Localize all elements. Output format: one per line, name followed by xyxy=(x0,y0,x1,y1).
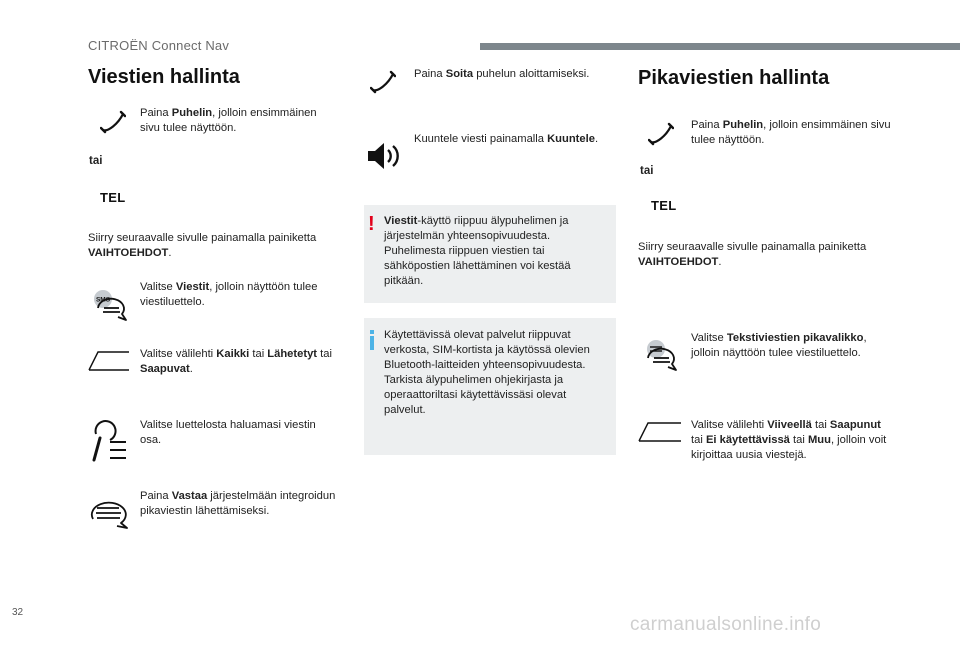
step-reply: Paina Vastaa järjestelmään integroidun pikaviestin lähettämiseksi. xyxy=(140,490,336,517)
sms-badge: SMS xyxy=(95,296,111,304)
header-bar xyxy=(480,43,960,50)
step-quick-menu: Valitse Tekstiviestien pikavalikko, jolloin näyttöön tulee viestiluettelo. xyxy=(691,332,867,359)
tel-key: TEL xyxy=(100,190,126,205)
quick-message-icon xyxy=(88,497,130,529)
info-icon-dot xyxy=(370,330,374,334)
or-label: tai xyxy=(640,165,654,177)
step-messages: Valitse Viestit, jolloin näyttöön tulee viestiluettelo. xyxy=(140,281,318,308)
running-header: CITROËN Connect Nav xyxy=(88,38,230,53)
watermark: carmanualsonline.info xyxy=(630,614,822,635)
sms-icon xyxy=(90,288,130,322)
step-tab: Valitse välilehti Kaikki tai Lähetetyt tai Saapuvat. xyxy=(140,348,332,375)
step-tab: Valitse välilehti Viiveellä tai Saapunut tai Ei käytettävissä tai Muu, jolloin voit kirjoittaa uusia viestejä. xyxy=(691,419,887,461)
step-swipe: Siirry seuraavalle sivulle painamalla painiketta VAIHTOEHDOT. xyxy=(638,241,867,268)
info-icon xyxy=(370,336,374,350)
step-call: Paina Soita puhelun aloittamiseksi. xyxy=(414,68,590,80)
step-listen: Kuuntele viesti painamalla Kuuntele. xyxy=(414,133,599,145)
section-heading-messages: Viestien hallinta xyxy=(88,66,240,88)
warning-box xyxy=(364,205,616,303)
step-select: Valitse luettelosta haluamasi viestin osa. xyxy=(140,419,316,446)
tel-key: TEL xyxy=(651,198,677,213)
speaker-icon xyxy=(366,140,402,172)
step-phone: Paina Puhelin, jolloin ensimmäinen sivu tulee näyttöön. xyxy=(691,119,891,146)
call-icon xyxy=(370,70,396,96)
or-label: tai xyxy=(89,155,103,167)
phone-icon xyxy=(648,122,674,148)
touch-list-icon xyxy=(90,420,130,462)
step-phone: Paina Puhelin, jolloin ensimmäinen sivu tulee näyttöön. xyxy=(140,107,317,134)
section-heading-quick-messages: Pikaviestien hallinta xyxy=(638,67,830,89)
step-swipe: Siirry seuraavalle sivulle painamalla painiketta VAIHTOEHDOT. xyxy=(88,232,317,259)
quick-sms-icon xyxy=(640,338,680,372)
info-text: Käytettävissä olevat palvelut riippuvat verkosta, SIM-kortista ja käytössä olevien Bluetooth-laitteiden yhteensopivuudesta. Tarkista älypuhelimen ohjekirjasta ja operaattoriltasi käytettävissäsi olevat palvelut. xyxy=(384,329,590,416)
warning-text: Viestit-käyttö riippuu älypuhelimen ja järjestelmän yhteensopivuudesta. Puhelimesta riippuen viestien tai sähköpostien lähettäminen voi kestää pitkään. xyxy=(384,215,571,287)
page-number: 32 xyxy=(12,607,24,618)
warning-icon: ! xyxy=(368,213,375,235)
tab-icon xyxy=(88,350,130,372)
info-box xyxy=(364,318,616,455)
tab-icon xyxy=(638,421,682,443)
phone-icon xyxy=(100,110,126,136)
